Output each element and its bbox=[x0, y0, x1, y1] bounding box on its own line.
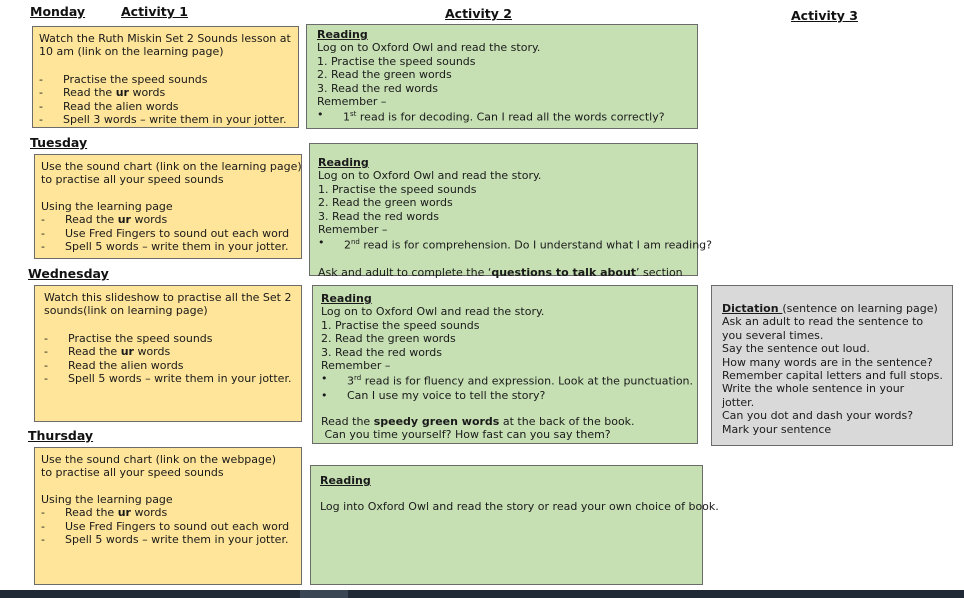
task-item: - Spell 5 words – write them in your jotter. bbox=[44, 372, 295, 385]
text-line: Write the whole sentence in your bbox=[722, 382, 905, 396]
task-item: - Read the ur words bbox=[44, 345, 295, 358]
wednesday-heading: Wednesday bbox=[28, 266, 109, 281]
tuesday-activity-2-box bbox=[309, 143, 712, 279]
text-line: Ask and adult to complete the ‘questions to talk about’ section bbox=[318, 265, 683, 279]
task-item: - Use Fred Fingers to sound out each word bbox=[41, 520, 295, 533]
text-line: Remember capital letters and full stops. bbox=[722, 369, 943, 383]
text-line: jotter. bbox=[722, 395, 755, 409]
reading-title: Reading bbox=[317, 28, 368, 41]
text-line: Log into Oxford Owl and read the story or read your own choice of book. bbox=[320, 500, 719, 514]
text-line: 3. Read the red words bbox=[317, 81, 438, 95]
bottom-bar bbox=[0, 590, 964, 598]
bullet-item: • 1st read is for decoding. Can I read all the words correctly? bbox=[317, 108, 691, 124]
intro-line: Use the sound chart (link on the learning page) bbox=[41, 160, 302, 173]
text-line: Ask an adult to read the sentence to bbox=[722, 315, 924, 329]
task-item: - Use Fred Fingers to sound out each word bbox=[41, 227, 295, 240]
task-item: - Read the alien words bbox=[39, 100, 292, 113]
text-line: 3. Read the red words bbox=[318, 209, 439, 223]
intro-line: Watch the Ruth Miskin Set 2 Sounds lesson at bbox=[39, 32, 291, 45]
activity-3-heading: Activity 3 bbox=[791, 8, 858, 23]
wednesday-activity-2-box bbox=[312, 285, 698, 444]
text-line: Remember – bbox=[321, 359, 391, 373]
text-line: 2. Read the green words bbox=[318, 196, 453, 210]
monday-heading: Monday bbox=[30, 4, 86, 19]
text-line: Remember – bbox=[318, 223, 388, 237]
text-line: Say the sentence out loud. bbox=[722, 342, 870, 356]
task-item: - Read the ur words bbox=[41, 213, 295, 226]
sub-heading: Using the learning page bbox=[41, 492, 173, 506]
intro-line: to practise all your speed sounds bbox=[41, 466, 224, 480]
wednesday-activity-1-box bbox=[34, 285, 302, 422]
task-item: - Read the alien words bbox=[44, 359, 295, 372]
text-line: 3. Read the red words bbox=[321, 345, 442, 359]
reading-title: Reading bbox=[318, 156, 369, 169]
intro-line: Watch this slideshow to practise all the Set 2 bbox=[44, 291, 292, 304]
text-line: Log on to Oxford Owl and read the story. bbox=[317, 41, 541, 55]
monday-activity-1-box bbox=[32, 26, 299, 128]
activity-1-heading: Activity 1 bbox=[121, 4, 188, 19]
reading-title: Reading bbox=[320, 474, 371, 487]
intro-line: 10 am (link on the learning page) bbox=[39, 45, 224, 59]
text-line: Can you time yourself? How fast can you say them? bbox=[321, 428, 611, 442]
text-line: 1. Practise the speed sounds bbox=[321, 318, 480, 332]
monday-activity-2-box bbox=[306, 24, 698, 129]
bullet-item: • 2nd read is for comprehension. Do I understand what I am reading? bbox=[318, 236, 691, 252]
text-line: 1. Practise the speed sounds bbox=[318, 182, 477, 196]
text-line: 1. Practise the speed sounds bbox=[317, 54, 476, 68]
intro-line: sounds(link on learning page) bbox=[44, 304, 208, 318]
text-line: How many words are in the sentence? bbox=[722, 355, 933, 369]
text-line: Log on to Oxford Owl and read the story. bbox=[318, 169, 542, 183]
intro-line: to practise all your speed sounds bbox=[41, 173, 224, 187]
reading-title: Reading bbox=[321, 292, 372, 305]
thursday-heading: Thursday bbox=[28, 428, 94, 443]
activity-2-heading: Activity 2 bbox=[445, 6, 512, 21]
text-line: you several times. bbox=[722, 328, 824, 342]
sub-heading: Using the learning page bbox=[41, 199, 173, 213]
task-item: - Spell 5 words – write them in your jotter. bbox=[41, 240, 295, 253]
text-line: Mark your sentence bbox=[722, 422, 832, 436]
tuesday-heading: Tuesday bbox=[30, 135, 88, 150]
task-item: - Spell 5 words – write them in your jotter. bbox=[41, 533, 295, 546]
thursday-activity-1-box bbox=[34, 447, 302, 585]
task-item: - Read the ur words bbox=[41, 506, 295, 519]
task-item: - Read the ur words bbox=[39, 86, 292, 99]
text-line: Remember – bbox=[317, 95, 387, 109]
wednesday-activity-3-box bbox=[711, 285, 953, 446]
bottom-bar-tab bbox=[300, 590, 348, 598]
text-line: Log on to Oxford Owl and read the story. bbox=[321, 305, 545, 319]
intro-line: Use the sound chart (link on the webpage) bbox=[41, 453, 277, 466]
text-line: 2. Read the green words bbox=[317, 68, 452, 82]
task-item: - Practise the speed sounds bbox=[39, 73, 292, 86]
text-line: 2. Read the green words bbox=[321, 332, 456, 346]
task-item: - Spell 3 words – write them in your jotter. bbox=[39, 113, 292, 126]
dictation-title: Dictation (sentence on learning page) bbox=[722, 302, 938, 315]
tuesday-activity-1-box bbox=[34, 154, 302, 259]
text-line: Can you dot and dash your words? bbox=[722, 409, 914, 423]
bullet-item: • Can I use my voice to tell the story? bbox=[321, 389, 691, 402]
text-line: Read the speedy green words at the back of the book. bbox=[321, 414, 635, 428]
bullet-item: • 3rd read is for fluency and expression. Look at the punctuation. bbox=[321, 372, 691, 388]
thursday-activity-2-box bbox=[310, 465, 719, 585]
task-item: - Practise the speed sounds bbox=[44, 332, 295, 345]
